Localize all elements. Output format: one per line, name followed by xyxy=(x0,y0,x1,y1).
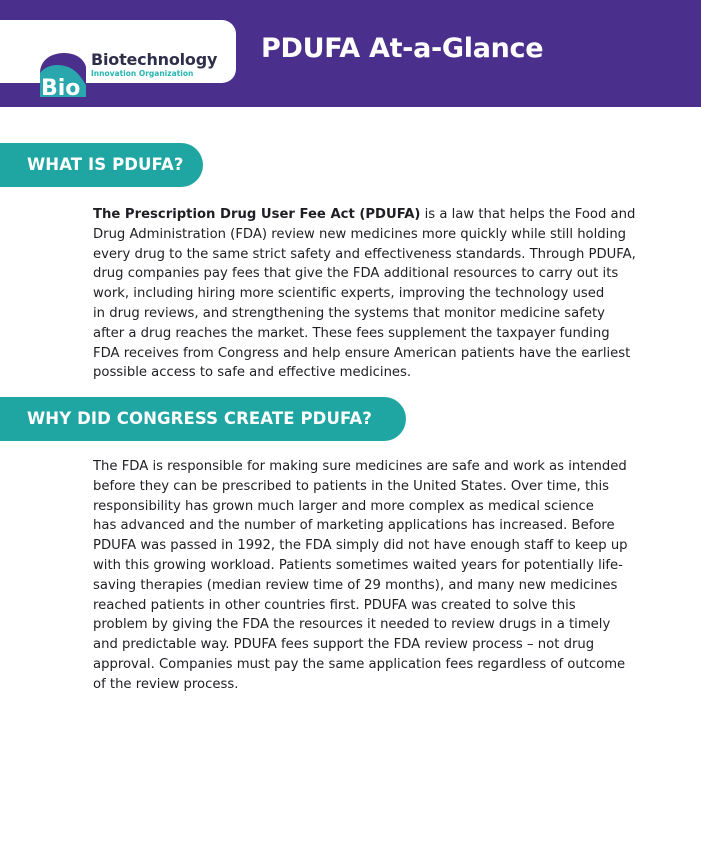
paragraph-line: saving therapies (median review time of 29 months), and many new medicines xyxy=(93,577,618,593)
paragraph-line: responsibility has grown much larger and more complex as medical science xyxy=(93,498,594,514)
paragraph-line: has advanced and the number of marketing applications has increased. Before xyxy=(93,518,615,534)
paragraph-line: every drug to the same strict safety and effectiveness standards. Through PDUFA, xyxy=(93,246,636,262)
paragraph-line: of the review process. xyxy=(93,676,239,692)
paragraph-line: Drug Administration (FDA) review new medicines more quickly while still holding xyxy=(93,226,627,242)
paragraph-line: possible access to safe and effective medicines. xyxy=(93,365,412,381)
paragraph-line: after a drug reaches the market. These fees supplement the taxpayer funding xyxy=(93,325,610,341)
page-title: PDUFA At-a-Glance xyxy=(261,33,544,64)
bold-lead: The Prescription Drug User Fee Act (PDUFA) xyxy=(93,207,421,222)
section-heading-banner xyxy=(0,397,406,441)
header-bar xyxy=(0,0,701,107)
section-heading: WHAT IS PDUFA? xyxy=(27,155,184,174)
paragraph-line: problem by giving the FDA the resources it needed to review drugs in a timely xyxy=(93,617,611,633)
paragraph-line: in drug reviews, and strengthening the systems that monitor medicine safety xyxy=(93,305,605,321)
section-heading-banner xyxy=(0,143,203,187)
paragraph-line: work, including hiring more scientific experts, improving the technology used xyxy=(93,286,605,302)
section-heading: WHY DID CONGRESS CREATE PDUFA? xyxy=(27,409,372,428)
bio-logo-mark xyxy=(38,51,88,97)
paragraph-line: approval. Companies must pay the same application fees regardless of outcome xyxy=(93,656,626,672)
paragraph-line: with this growing workload. Patients sometimes waited years for potentially life- xyxy=(93,557,623,573)
section-paragraph xyxy=(93,205,653,383)
logo-mark-text: Bio xyxy=(41,76,81,97)
paragraph-line: reached patients in other countries first. PDUFA was created to solve this xyxy=(93,597,576,613)
paragraph-line: PDUFA was passed in 1992, the FDA simply did not have enough staff to keep up xyxy=(93,538,628,554)
paragraph-line: FDA receives from Congress and help ensure American patients have the earliest xyxy=(93,345,631,361)
logo-container xyxy=(0,20,236,97)
logo-subtitle: Innovation Organization xyxy=(91,69,194,78)
paragraph-line: and predictable way. PDUFA fees support the FDA review process – not drug xyxy=(93,637,595,653)
paragraph-line: before they can be prescribed to patients in the United States. Over time, this xyxy=(93,478,610,494)
section-paragraph xyxy=(93,457,653,695)
paragraph-line: The Prescription Drug User Fee Act (PDUFA) is a law that helps the Food and xyxy=(93,207,636,222)
paragraph-line: drug companies pay fees that give the FDA additional resources to carry out its xyxy=(93,266,619,282)
paragraph-line: The FDA is responsible for making sure medicines are safe and work as intended xyxy=(93,459,627,474)
logo-name: Biotechnology xyxy=(91,50,218,69)
